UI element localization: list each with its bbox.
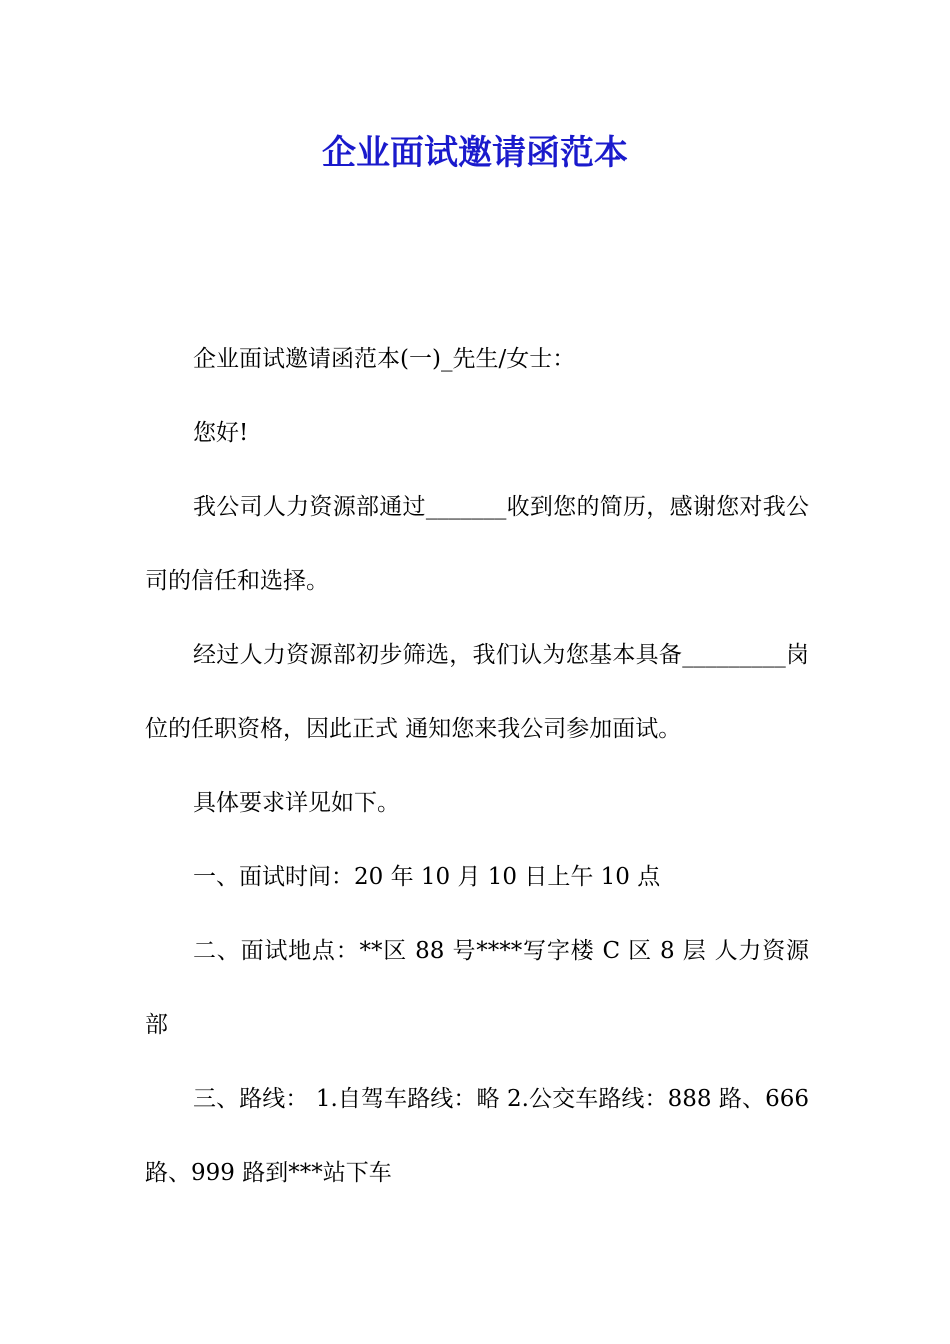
qualification-paragraph: 经过人力资源部初步筛选，我们认为您基本具备_________岗位的任职资格，因此正式 通知您来我公司参加面试。 [145, 642, 809, 742]
route-paragraph: 三、路线： 1.自驾车路线：略 2.公交车路线：888 路、666 路、999 路到***站下车 [145, 1086, 817, 1186]
greeting-paragraph: 您好! [193, 420, 249, 446]
resume-received-paragraph: 我公司人力资源部通过_______收到您的简历，感谢您对我公司的信任和选择。 [145, 494, 809, 594]
document-body [145, 322, 817, 1210]
salutation-paragraph: 企业面试邀请函范本(一)_先生/女士： [193, 346, 576, 372]
interview-time-paragraph: 一、面试时间：20 年 10 月 10 日上午 10 点 [193, 864, 661, 890]
document-title: 企业面试邀请函范本 [322, 133, 628, 173]
interview-location-paragraph: 二、面试地点：**区 88 号****写字楼 C 区 8 层 人力资源部 [145, 938, 809, 1038]
details-intro-paragraph: 具体要求详见如下。 [193, 790, 400, 816]
